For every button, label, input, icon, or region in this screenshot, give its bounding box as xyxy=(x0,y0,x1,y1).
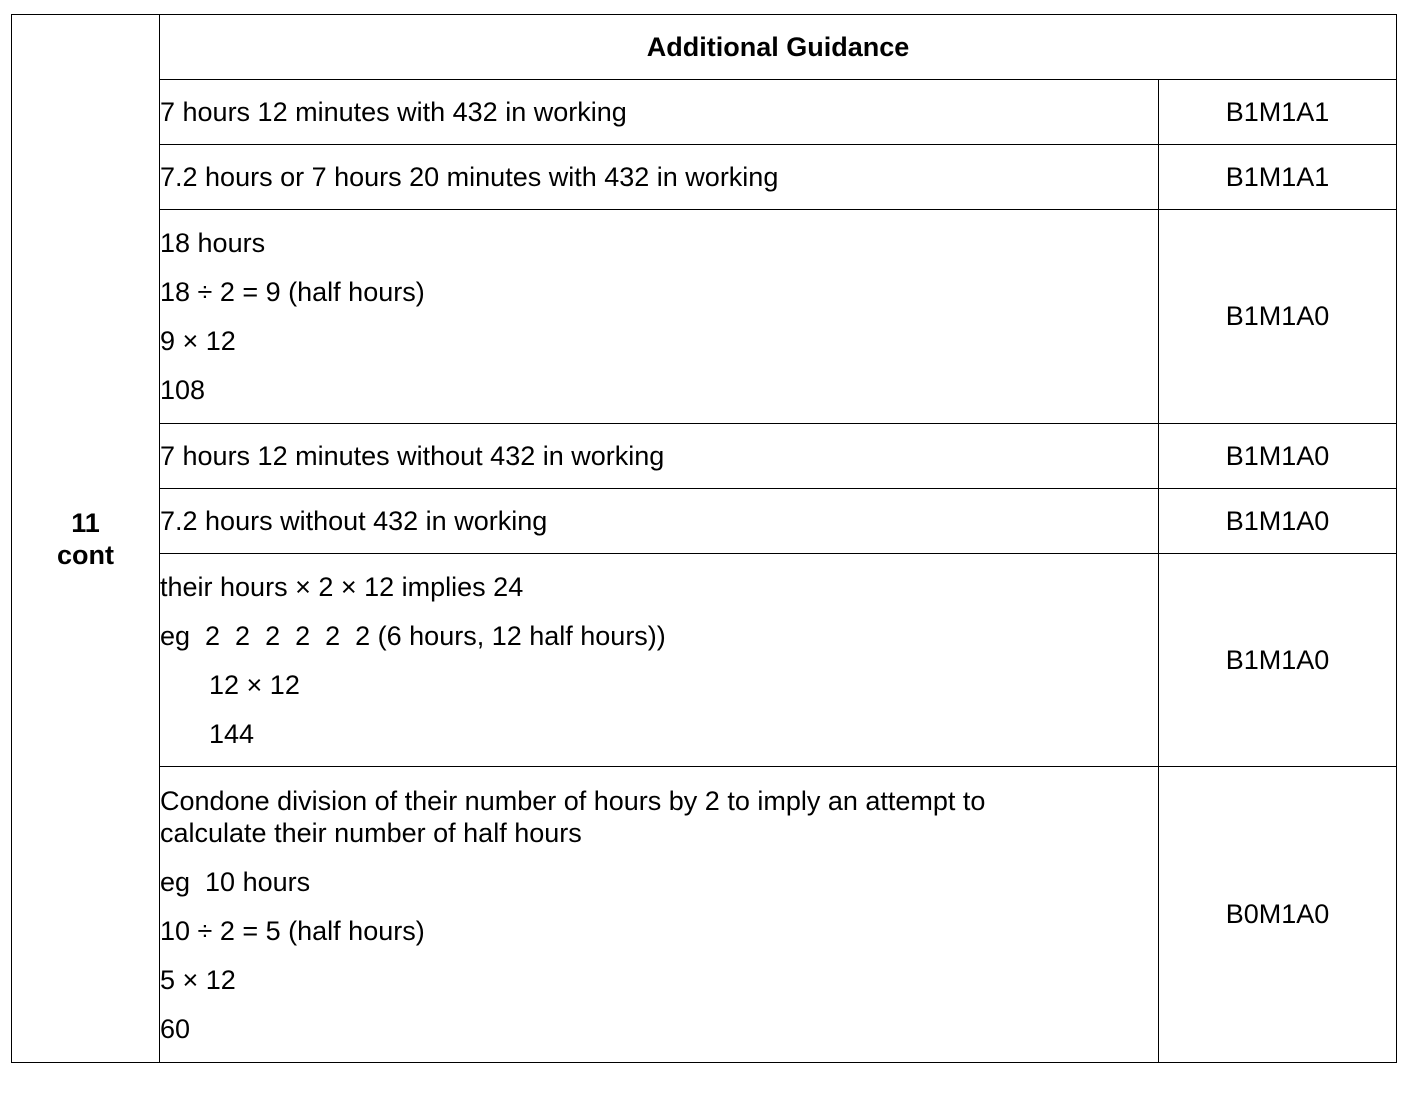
guidance-text: 5 × 12 xyxy=(160,964,236,995)
guidance-text: 10 ÷ 2 = 5 (half hours) xyxy=(160,915,425,946)
table-header: Additional Guidance xyxy=(160,15,1397,80)
mark-cell: B1M1A1 xyxy=(1159,145,1397,210)
guidance-cell xyxy=(160,767,1159,1063)
guidance-text: 144 xyxy=(209,718,255,749)
guidance-table xyxy=(11,14,1397,1063)
guidance-text: 18 ÷ 2 = 9 (half hours) xyxy=(160,277,425,307)
guidance-text: Condone division of their number of hours by 2 to imply an attempt to xyxy=(160,785,986,816)
table-row xyxy=(12,489,1397,554)
guidance-text: 7 hours 12 minutes without 432 in working xyxy=(160,441,665,471)
question-number: 11 xyxy=(71,507,100,538)
mark-cell: B1M1A1 xyxy=(1159,80,1397,145)
guidance-text: their hours × 2 × 12 implies 24 xyxy=(160,571,524,602)
question-suffix: cont xyxy=(57,539,114,570)
table-row xyxy=(12,767,1397,1063)
guidance-text: 7 hours 12 minutes with 432 in working xyxy=(160,97,627,127)
table-row xyxy=(12,210,1397,424)
table-row xyxy=(12,145,1397,210)
guidance-text: eg 2 2 2 2 2 2 (6 hours, 12 half hours)) xyxy=(160,620,666,651)
guidance-text: 18 hours xyxy=(160,228,266,258)
mark-cell: B1M1A0 xyxy=(1159,210,1397,424)
guidance-cell xyxy=(160,80,1159,145)
mark-cell: B1M1A0 xyxy=(1159,554,1397,767)
mark-cell: B1M1A0 xyxy=(1159,489,1397,554)
table-row xyxy=(12,554,1397,767)
mark-cell: B1M1A0 xyxy=(1159,424,1397,489)
mark-cell: B0M1A0 xyxy=(1159,767,1397,1063)
guidance-cell xyxy=(160,145,1159,210)
guidance-cell xyxy=(160,424,1159,489)
guidance-text: calculate their number of half hours xyxy=(160,817,582,848)
guidance-text: 7.2 hours without 432 in working xyxy=(160,506,548,536)
guidance-text: 9 × 12 xyxy=(160,326,236,356)
guidance-text: 60 xyxy=(160,1013,191,1044)
guidance-text: eg 10 hours xyxy=(160,866,311,897)
guidance-text: 12 × 12 xyxy=(209,669,300,700)
question-number-cell xyxy=(12,15,160,1063)
guidance-text: 108 xyxy=(160,375,206,405)
guidance-text: 7.2 hours or 7 hours 20 minutes with 432 in working xyxy=(160,162,779,192)
guidance-cell xyxy=(160,489,1159,554)
table-row xyxy=(12,80,1397,145)
guidance-cell xyxy=(160,210,1159,424)
guidance-cell xyxy=(160,554,1159,767)
table-row xyxy=(12,424,1397,489)
header-row xyxy=(12,15,1397,80)
